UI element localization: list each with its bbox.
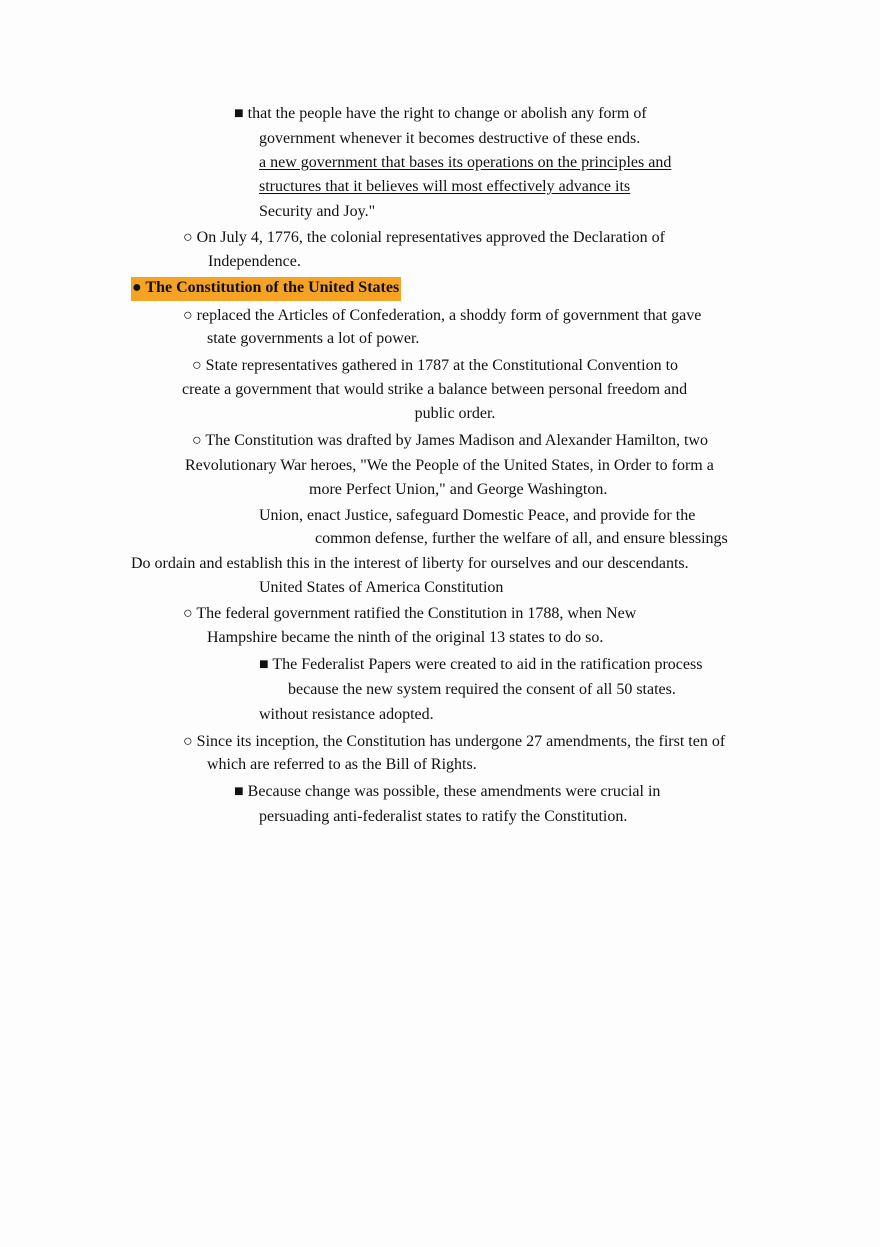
text-line: state governments a lot of power.: [207, 330, 420, 347]
text-line: create a government that would strike a balance between personal freedom and: [182, 381, 688, 398]
quote-line: Do ordain and establish this in the interest of liberty for ourselves and our descendants.: [131, 555, 689, 572]
text-line: ■ The Federalist Papers were created to aid in the ratification process: [259, 656, 703, 673]
text-line: ○ State representatives gathered in 1787 at the Constitutional Convention to: [192, 357, 679, 374]
text-line: ○ Since its inception, the Constitution has undergone 27 amendments, the first ten of: [183, 733, 726, 750]
text-line: Hampshire became the ninth of the original 13 states to do so.: [207, 629, 604, 646]
text-line: without resistance adopted.: [259, 706, 434, 723]
underlined-text-line: a new government that bases its operations on the principles and: [259, 154, 672, 171]
text-line: more Perfect Union," and George Washington.: [309, 481, 608, 498]
quote-line: common defense, further the welfare of all, and ensure blessings: [315, 530, 728, 547]
text-line: Independence.: [208, 253, 301, 270]
text-line: Security and Joy.": [259, 203, 376, 220]
heading-text: The Constitution of the United States: [145, 279, 400, 296]
list-item-circle: [183, 228, 665, 248]
text-line: On July 4, 1776, the colonial representatives approved the Declaration of: [196, 229, 665, 246]
list-item-square: [234, 104, 647, 124]
text-line: ■ Because change was possible, these amendments were crucial in: [234, 783, 661, 800]
text-line: government whenever it becomes destructive of these ends.: [259, 130, 641, 147]
text-line: public order.: [414, 405, 496, 422]
text-line: ○ The federal government ratified the Constitution in 1788, when New: [183, 605, 637, 622]
quote-line: Union, enact Justice, safeguard Domestic Peace, and provide for the: [259, 507, 696, 524]
text-line: because the new system required the consent of all 50 states.: [288, 681, 676, 698]
underlined-text-line: structures that it believes will most effectively advance its: [259, 178, 631, 195]
text-line: ○ replaced the Articles of Confederation, a shoddy form of government that gave: [183, 307, 702, 324]
text-line: ○ The Constitution was drafted by James Madison and Alexander Hamilton, two: [192, 432, 708, 449]
circle-bullet-icon: ○: [183, 229, 193, 246]
quote-line: United States of America Constitution: [259, 579, 504, 596]
text-line: persuading anti-federalist states to ratify the Constitution.: [259, 808, 628, 825]
square-bullet-icon: ■: [234, 105, 244, 122]
text-line: which are referred to as the Bill of Rights.: [207, 756, 477, 773]
filled-bullet-icon: ●: [132, 279, 142, 296]
text-line: that the people have the right to change or abolish any form of: [247, 105, 647, 122]
section-heading: [131, 277, 401, 301]
text-line: Revolutionary War heroes, "We the People of the United States, in Order to form a: [185, 457, 714, 474]
